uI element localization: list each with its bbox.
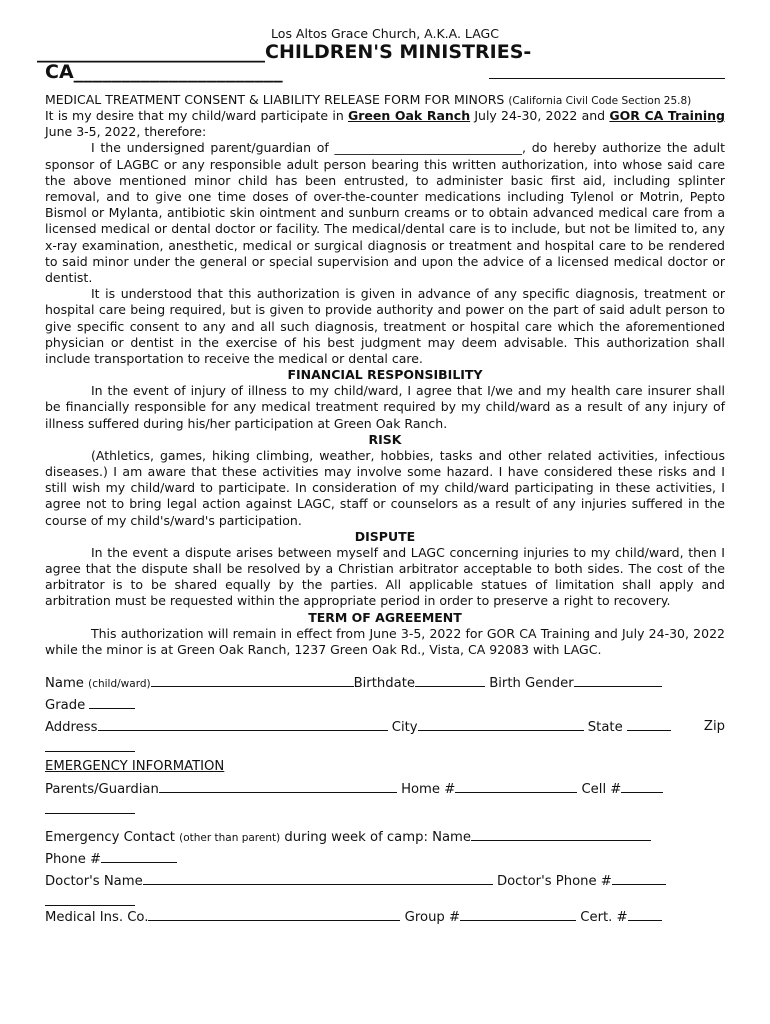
doctors-phone-label: Doctor's Phone # — [496, 874, 612, 890]
phone-row — [45, 848, 725, 870]
birth-gender-label: Birth Gender — [489, 676, 574, 692]
term-paragraph: This authorization will remain in effect from June 3-5, 2022 for GOR CA Training and July 24-30, 2022 while the minor is at Green Oak Ranch, 1237 Green Oak Rd., Vista, CA 92083 with LAGC. — [45, 625, 725, 657]
dispute-heading: DISPUTE — [354, 528, 416, 544]
emergency-info-heading: EMERGENCY INFORMATION — [45, 759, 225, 775]
consent-paragraph: I the undersigned parent/guardian of ______________________________, do hereby authorize the adult sponsor of LAGBC or any responsible adult person bearing this written authorization, into whose said care the above mentioned minor child has been entrusted, to administer basic first aid, including splinter removal, and to give one time doses of over-the-counter medications including Tylenol or Motrin, Pepto Bismol or Mylanta, antibiotic skin ointment and sunburn creams or to obtain advanced medical care from a licensed medical or dental doctor or facility. The medical/dental care is to include, but not be limited to, any x-ray examination, anesthetic, medical or surgical diagnosis or treatment and hospital care to be rendered to said minor under the general or special supervision and upon the advice of a licensed medical doctor or dentist. — [45, 140, 725, 286]
dispute-paragraph: In the event a dispute arises between myself and LAGC concerning injuries to my child/ward, then I agree that the dispute shall be resolved by a Christian arbitrator acceptable to both sides. The cost of the arbitrator is to be shared equally by the parties. All applicable statues of limitation shall apply and arbitration must be requested within the appropriate period in order to preserve a right to recovery. — [45, 544, 725, 609]
address-label: Address — [45, 720, 98, 736]
medical-ins-label: Medical Ins. Co. — [45, 910, 149, 926]
cert-label: Cert. # — [580, 910, 628, 926]
emergency-contact-row — [45, 826, 725, 848]
financial-heading: FINANCIAL RESPONSIBILITY — [287, 367, 483, 383]
form-title — [45, 93, 725, 108]
event-gor-ca-training: GOR CA Training — [609, 108, 725, 123]
intro-text-3: June 3-5, 2022, therefore: — [45, 124, 207, 140]
grade-row — [45, 694, 725, 716]
doctors-phone-field-cont[interactable] — [45, 899, 135, 906]
state-label: State — [587, 720, 623, 736]
birthdate-field[interactable] — [415, 672, 485, 687]
insurance-row — [45, 906, 725, 928]
city-field[interactable] — [418, 716, 584, 731]
cert-field[interactable] — [628, 906, 662, 921]
doctors-name-label: Doctor's Name — [45, 874, 143, 890]
form-heading — [37, 41, 725, 83]
consent-form — [37, 26, 725, 928]
emergency-contact-label: Emergency Contact — [45, 830, 175, 846]
medical-ins-field[interactable] — [148, 906, 400, 921]
home-label: Home # — [401, 782, 456, 798]
intro-text-1: It is my desire that my child/ward participate in — [45, 108, 348, 123]
emergency-heading — [45, 756, 725, 778]
parents-row — [45, 778, 725, 800]
name-label: Name — [45, 676, 84, 692]
birth-gender-field[interactable] — [574, 672, 662, 687]
risk-paragraph: (Athletics, games, hiking climbing, weather, hobbies, tasks and other related activities, infectious diseases.) I am aware that these activities may involve some hazard. I have considered these risks and I still wish my child/ward to participate. In consideration of my child/ward participating in these activities, I agree not to bring legal action against LAGC, staff or counselors as a result of any injuries suffered in the course of my child's/ward's participation. — [45, 447, 725, 528]
emergency-contact-name-field[interactable] — [471, 826, 651, 841]
birthdate-label: Birthdate — [353, 676, 415, 692]
grade-label: Grade — [45, 698, 86, 714]
intro-text-2: July 24-30, 2022 and — [470, 108, 610, 123]
doctor-continued-row — [45, 892, 725, 906]
parents-field[interactable] — [159, 778, 397, 793]
event-green-oak-ranch: Green Oak Ranch — [347, 108, 471, 123]
church-name: Los Altos Grace Church, A.K.A. LAGC — [271, 26, 499, 41]
title-line-2: CA______________________ — [45, 61, 283, 83]
emergency-phone-field[interactable] — [101, 848, 177, 863]
form-title-main: MEDICAL TREATMENT CONSENT & LIABILITY RELEASE FORM FOR MINORS — [45, 92, 505, 107]
understood-paragraph: It is understood that this authorization is given in advance of any specific diagnosis, treatment or hospital care being required, but is given to provide authority and power on the part of said adult person to give specific consent to any and all such diagnosis, treatment or hospital care which the aforementioned physician or dentist in the exercise of his best judgment may deem advisable. This authorization shall include transportation to receive the medical or dental care. — [45, 286, 725, 367]
name-note: (child/ward) — [88, 678, 151, 691]
group-field[interactable] — [460, 906, 576, 921]
phone-label: Phone # — [45, 852, 102, 868]
doctors-name-field[interactable] — [143, 870, 493, 885]
zip-label: Zip — [703, 719, 725, 735]
group-label: Group # — [404, 910, 461, 926]
term-heading: TERM OF AGREEMENT — [308, 609, 462, 625]
state-field[interactable] — [627, 716, 671, 731]
address-field[interactable] — [98, 716, 388, 731]
parents-label: Parents/Guardian — [45, 782, 159, 798]
zip-row — [45, 738, 725, 752]
during-week-label: during week of camp: Name — [284, 830, 471, 846]
doctors-phone-field[interactable] — [612, 870, 666, 885]
cell-phone-field-cont[interactable] — [45, 807, 135, 814]
participant-fields — [45, 672, 725, 928]
name-row — [45, 672, 725, 694]
doctor-row — [45, 870, 725, 892]
grade-field[interactable] — [89, 694, 135, 709]
cell-phone-field[interactable] — [621, 778, 663, 793]
address-row — [45, 716, 725, 738]
title-underline — [489, 78, 725, 79]
other-than-parent-note: (other than parent) — [179, 832, 281, 845]
civil-code-ref: (California Civil Code Section 25.8) — [508, 95, 692, 107]
city-label: City — [391, 720, 418, 736]
title-line-1: ________________________CHILDREN'S MINISTRIES- — [37, 41, 532, 63]
financial-paragraph: In the event of injury of illness to my child/ward, I agree that I/we and my health care insurer shall be financially responsible for any medical treatment required by my child/ward as a result of any injury of illness suffered during his/her participation at Green Oak Ranch. — [45, 383, 725, 431]
cell-continued-row — [45, 800, 725, 814]
home-phone-field[interactable] — [455, 778, 577, 793]
name-field[interactable] — [151, 672, 354, 687]
risk-heading: RISK — [368, 431, 402, 447]
intro-paragraph — [45, 108, 725, 140]
cell-label: Cell # — [581, 782, 622, 798]
zip-field[interactable] — [45, 745, 135, 752]
